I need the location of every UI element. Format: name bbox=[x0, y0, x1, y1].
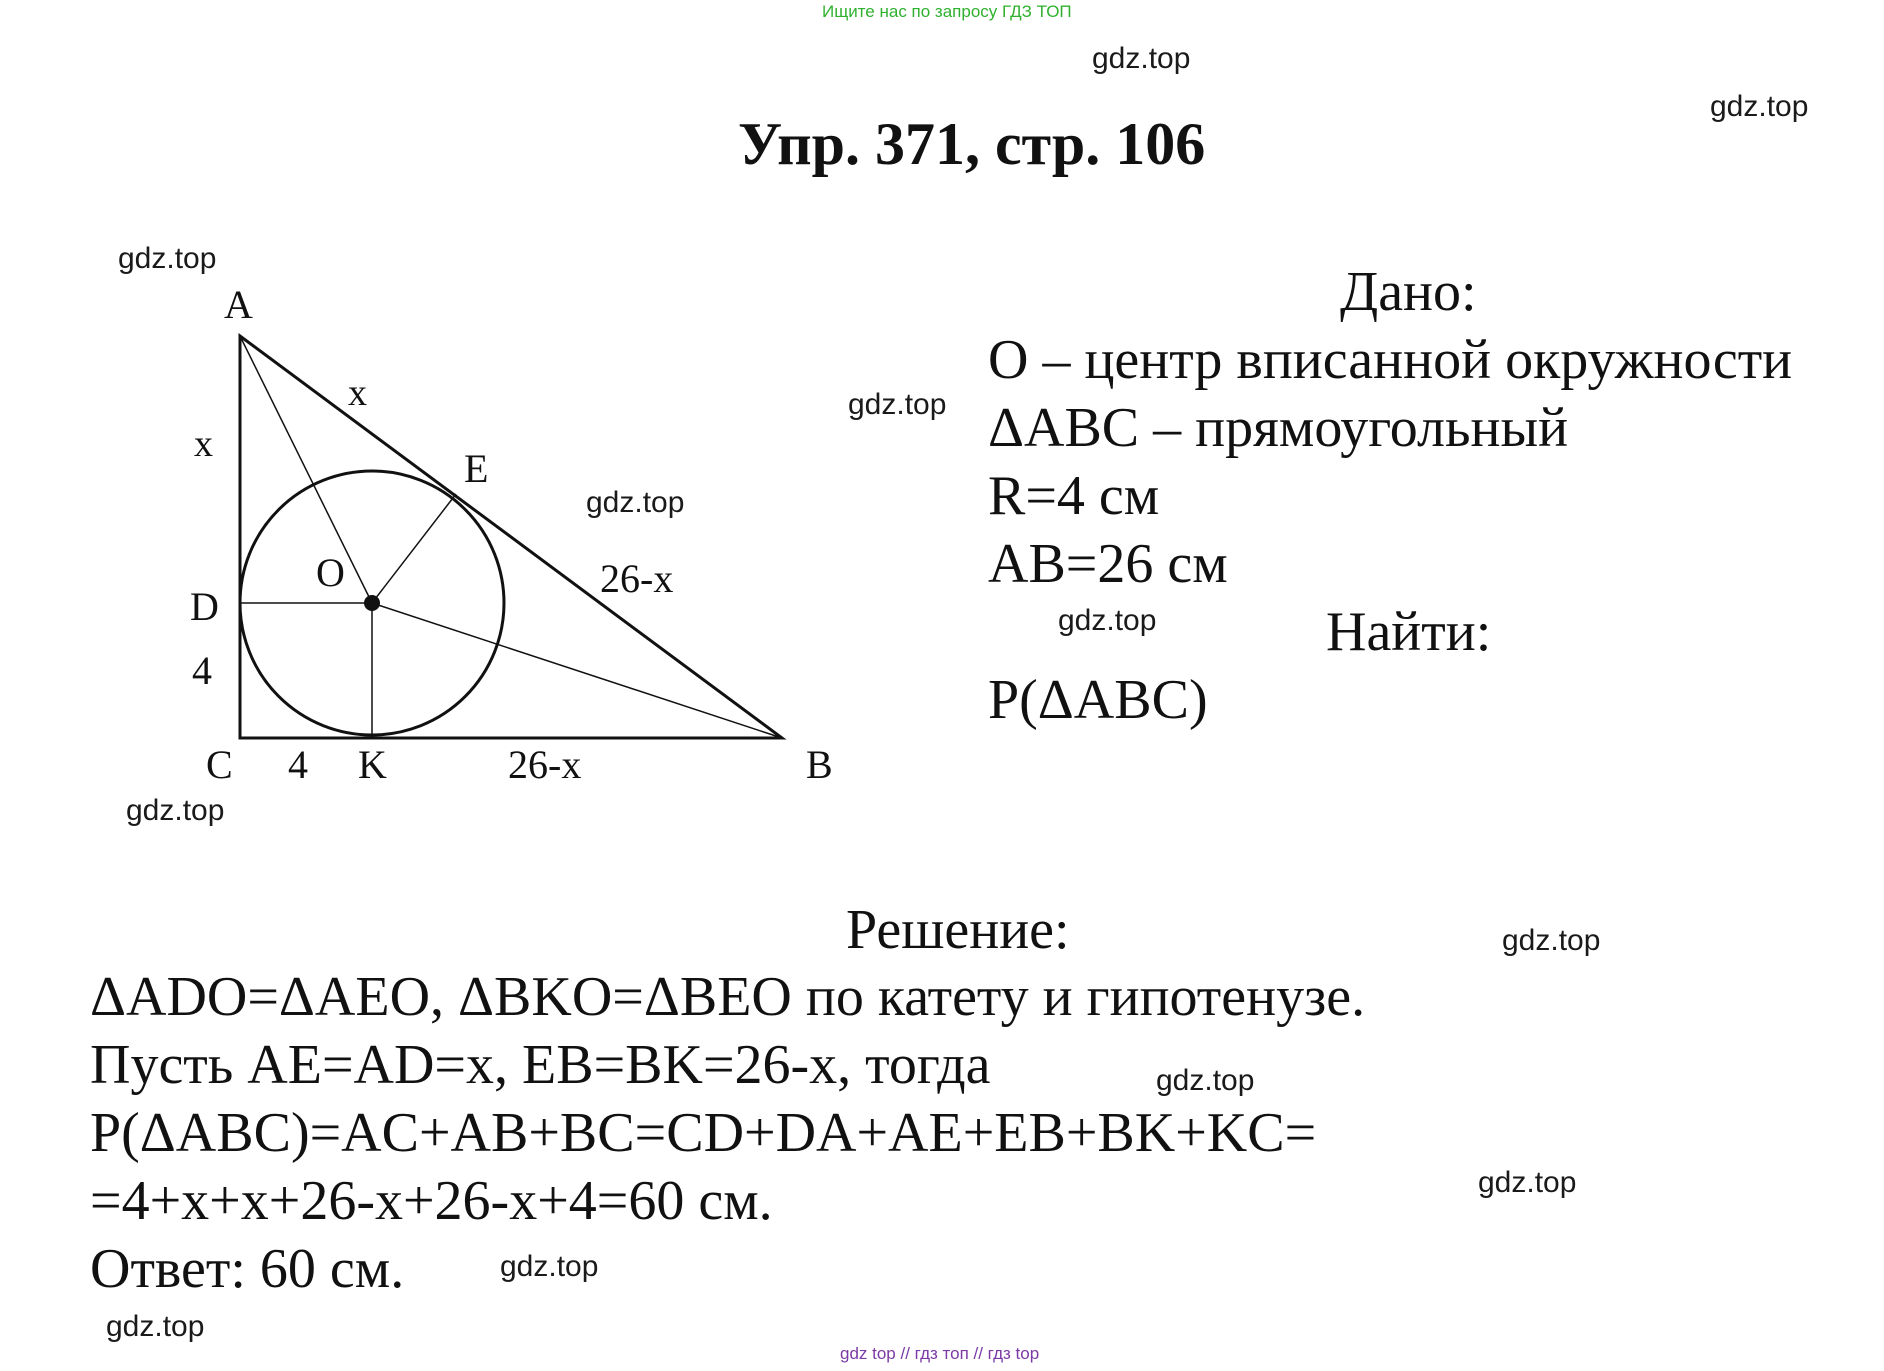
watermark: gdz.top bbox=[1478, 1166, 1577, 1199]
watermark: gdz.top bbox=[586, 486, 685, 519]
solution-line-1: ΔADO=ΔAEO, ΔBKO=ΔBEO по катету и гипотенузе. bbox=[90, 966, 1366, 1028]
watermark: gdz.top bbox=[1092, 42, 1191, 75]
label-e: E bbox=[464, 446, 489, 491]
center-point-o bbox=[364, 595, 380, 611]
label-d: D bbox=[190, 584, 219, 629]
label-ae-length: x bbox=[348, 372, 367, 414]
label-dc-length: 4 bbox=[192, 648, 212, 693]
watermark: gdz.top bbox=[500, 1250, 599, 1283]
footer-links: gdz top // гдз топ // гдз top bbox=[840, 1344, 1040, 1363]
watermark: gdz.top bbox=[118, 242, 217, 275]
label-o: O bbox=[316, 550, 345, 595]
segment-ob bbox=[372, 603, 782, 738]
label-k: K bbox=[358, 742, 387, 787]
segment-oe bbox=[372, 494, 456, 603]
given-line-4: AB=26 см bbox=[988, 533, 1228, 595]
watermark: gdz.top bbox=[848, 388, 947, 421]
find-heading: Найти: bbox=[1326, 601, 1492, 663]
label-b: B bbox=[806, 742, 833, 787]
given-line-2: ΔABC – прямоугольный bbox=[988, 397, 1569, 459]
watermark: gdz.top bbox=[1058, 604, 1157, 637]
label-eb-length: 26-x bbox=[600, 556, 674, 601]
solution-line-4: =4+x+x+26-x+26-x+4=60 см. bbox=[90, 1170, 773, 1232]
label-ad-length: x bbox=[194, 423, 213, 465]
top-banner: Ищите нас по запросу ГДЗ ТОП bbox=[822, 2, 1072, 21]
label-a: A bbox=[224, 282, 253, 327]
given-line-3: R=4 см bbox=[988, 465, 1160, 527]
answer-line: Ответ: 60 см. bbox=[90, 1238, 405, 1300]
label-c: C bbox=[206, 742, 233, 787]
triangle-abc bbox=[240, 336, 782, 738]
watermark: gdz.top bbox=[126, 794, 225, 827]
label-ck-length: 4 bbox=[288, 742, 308, 787]
solution-line-3: P(ΔABC)=AC+AB+BC=CD+DA+AE+EB+BK+KC= bbox=[90, 1102, 1317, 1164]
given-line-1: O – центр вписанной окружности bbox=[988, 329, 1793, 391]
find-line: P(ΔABC) bbox=[988, 669, 1208, 731]
given-heading: Дано: bbox=[1340, 261, 1477, 323]
watermark: gdz.top bbox=[1502, 924, 1601, 957]
page-title: Упр. 371, стр. 106 bbox=[738, 111, 1206, 177]
label-kb-length: 26-x bbox=[508, 742, 582, 787]
watermark: gdz.top bbox=[1156, 1064, 1255, 1097]
watermark: gdz.top bbox=[106, 1310, 205, 1343]
watermark: gdz.top bbox=[1710, 90, 1809, 123]
solution-heading: Решение: bbox=[846, 899, 1070, 961]
solution-line-2: Пусть AE=AD=x, EB=BK=26-x, тогда bbox=[90, 1034, 991, 1096]
